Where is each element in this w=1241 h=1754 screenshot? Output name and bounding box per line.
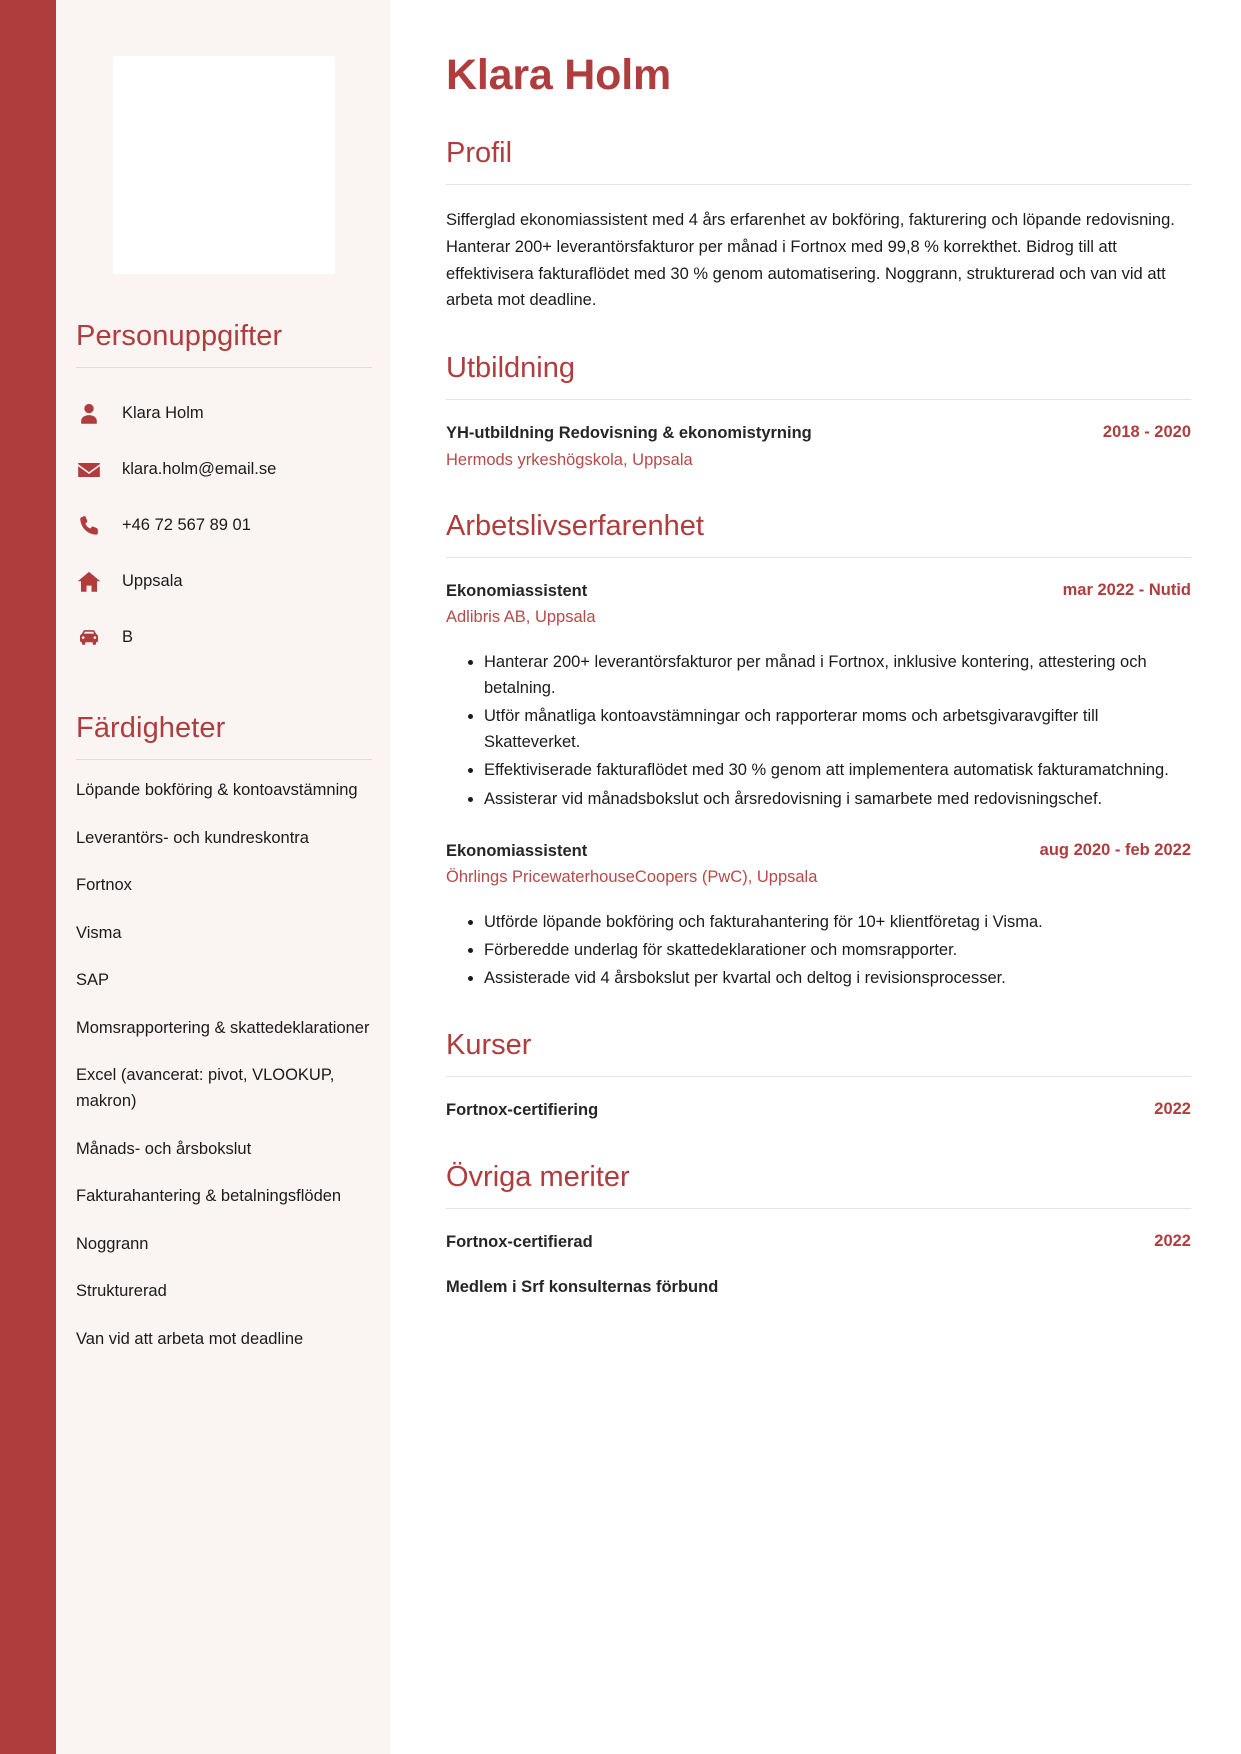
skill-item: Momsrapportering & skattedeklarationer [76,1018,370,1037]
section-divider-education [446,399,1191,400]
sidebar [56,0,390,1754]
main-content [390,0,1241,1754]
profile-summary: Sifferglad ekonomiassistent med 4 års erfarenhet av bokföring, fakturering och löpande redovisning. Hanterar 200+ leverantörsfakturor per månad i Fortnox med 99,8 % korrekthet. Bidrog till att effektivisera fakturaflödet med 30 % genom automatisering. Noggrann, strukturerad och van vid att arbeta mot deadline. [446,211,1175,310]
phone-icon [76,513,112,539]
course-entry-header [446,1099,1191,1122]
education-institution: Hermods yrkeshögskola, Uppsala [446,450,693,469]
course-date: 2022 [1154,1100,1191,1119]
experience-bullet: • Utförde löpande bokföring och fakturahantering för 10+ klientföretag i Visma. [484,909,1191,935]
experience-employer: Adlibris AB, Uppsala [446,608,596,627]
experience-bullet: • Hanterar 200+ leverantörsfakturor per månad i Fortnox, inklusive kontering, attestering och betalning. [484,649,1191,701]
experience-entry-header [446,580,1191,603]
contact-value-email[interactable]: klara.holm@email.se [122,460,277,479]
experience-bullet: • Förberedde underlag för skattedeklarationer och momsrapporter. [484,937,1191,963]
skill-item: Noggrann [76,1234,149,1253]
education-date: 2018 - 2020 [1102,423,1191,442]
sidebar-heading-personal: Personuppgifter [76,320,283,352]
education-entry-header [446,422,1191,445]
experience-entry [446,840,1191,992]
experience-title: Ekonomiassistent [446,581,588,600]
profile-photo-container [72,0,376,274]
merit-entry-header [446,1231,1191,1254]
experience-employer: Öhrlings PricewaterhouseCoopers (PwC), Uppsala [446,868,818,886]
merit-date: 2022 [1154,1231,1191,1250]
contact-item-driving-licence [76,610,376,666]
merit-entry-header [446,1276,1191,1299]
course-title: Fortnox-certifiering [446,1101,599,1120]
experience-bullets [446,649,1191,811]
sidebar-divider-skills [76,759,372,760]
merit-title: Fortnox-certifierad [446,1232,593,1251]
skill-item: Leverantörs- och kundreskontra [76,828,309,847]
section-divider-profile [446,184,1191,185]
skill-item: Excel (avancerat: pivot, VLOOKUP, makron) [76,1066,335,1110]
merit-title: Medlem i Srf konsulternas förbund [446,1278,719,1297]
experience-date: mar 2022 - Nutid [1062,580,1191,599]
page-title: Klara Holm [446,51,672,99]
experience-bullets [446,909,1191,991]
section-divider-courses [446,1076,1191,1077]
section-divider-other-merits [446,1208,1191,1209]
section-heading-courses: Kurser [446,1029,532,1062]
section-heading-profile: Profil [446,137,513,170]
contact-item-location [76,554,376,610]
experience-entry-header [446,840,1191,863]
education-entry [446,422,1191,472]
contact-value-phone[interactable]: +46 72 567 89 01 [122,516,251,535]
person-icon [76,401,112,427]
education-title: YH-utbildning Redovisning & ekonomistyrning [446,424,812,443]
skill-item: Visma [76,923,122,942]
home-icon [76,569,112,595]
section-divider-experience [446,557,1191,558]
sidebar-divider-personal [76,367,372,368]
contact-value-name: Klara Holm [122,404,204,423]
skill-item: Månads- och årsbokslut [76,1139,252,1158]
envelope-icon [76,457,112,483]
contact-value-location: Uppsala [122,572,183,591]
sidebar-heading-skills: Färdigheter [76,712,226,744]
experience-date: aug 2020 - feb 2022 [1039,840,1191,859]
experience-bullet: • Utför månatliga kontoavstämningar och rapporterar moms och arbetsgivaravgifter till Skatteverket. [484,703,1191,755]
contact-item-phone [76,498,376,554]
contact-value-driving-licence: B [122,628,134,647]
experience-bullet: • Effektiviserade fakturaflödet med 30 % genom att implementera automatisk fakturamatchning. [484,757,1191,783]
skill-item: Fakturahantering & betalningsflöden [76,1187,342,1206]
section-heading-experience: Arbetslivserfarenhet [446,509,704,542]
section-heading-other-merits: Övriga meriter [446,1160,630,1193]
merit-entry [446,1231,1191,1254]
experience-entry [446,580,1191,812]
experience-title: Ekonomiassistent [446,841,588,860]
skill-item: Löpande bokföring & kontoavstämning [76,781,358,799]
experience-bullet: • Assisterade vid 4 årsbokslut per kvartal och deltog i revisionsprocesser. [484,965,1191,991]
accent-stripe [0,0,56,1754]
section-heading-education: Utbildning [446,352,575,385]
profile-photo [113,56,335,274]
skill-item: Fortnox [76,876,132,895]
skills-list [72,778,376,1352]
course-entry [446,1099,1191,1122]
skill-item: Van vid att arbeta mot deadline [76,1329,304,1348]
contact-item-name [76,386,376,442]
skill-item: Strukturerad [76,1282,167,1301]
contact-list [72,386,376,666]
skill-item: SAP [76,971,110,990]
car-icon [76,625,112,651]
experience-bullet: • Assisterar vid månadsbokslut och årsredovisning i samarbete med redovisningschef. [484,786,1191,812]
merit-entry [446,1276,1191,1299]
contact-item-email [76,442,376,498]
